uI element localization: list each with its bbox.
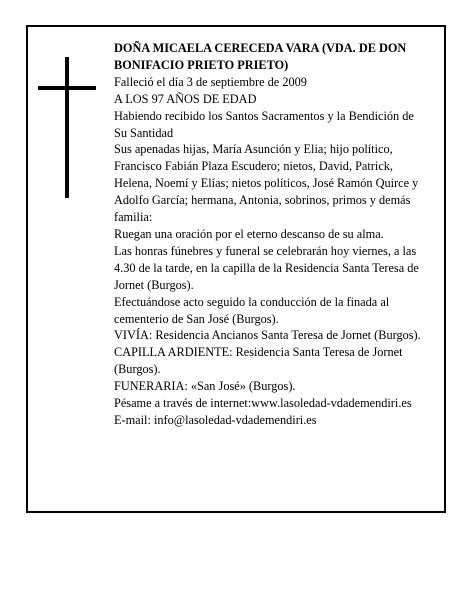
cross-vertical-bar — [65, 57, 69, 198]
condolences-line: Pésame a través de internet:www.lasoledad-vdademendiri.es — [114, 396, 412, 411]
residence-line: VIVÍA: Residencia Ancianos Santa Teresa de Jornet (Burgos). — [114, 328, 421, 343]
deceased-name: DOÑA MICAELA CERECEDA VARA (VDA. DE DON BONIFACIO PRIETO PRIETO) — [114, 41, 407, 72]
funeral-details: Las honras fúnebres y funeral se celebrarán hoy viernes, a las 4.30 de la tarde, en la capilla de la Residencia Santa Teresa de Jornet (Burgos). — [114, 243, 419, 292]
chapel-line: CAPILLA ARDIENTE: Residencia Santa Teresa de Jornet (Burgos). — [114, 345, 403, 377]
obituary-text — [114, 40, 426, 429]
prayer-request: Ruegan una oración por el eterno descanso de su alma. — [114, 226, 384, 241]
sacraments-line: Habiendo recibido los Santos Sacramentos y la Bendición de Su Santidad — [114, 108, 414, 140]
burial-details: Efectuándose acto seguido la conducción de la finada al cementerio de San José (Burgos). — [114, 294, 390, 326]
family-list: Sus apenadas hijas, María Asunción y Elia; hijo político, Francisco Fabián Plaza Escudero; nietos, David, Patrick, Helena, Noemí y Elías; nietos políticos, José Ramón Quirce y Adolfo García; hermana, Antonia, sobrinos, primos y demás familia: — [114, 142, 419, 225]
email-line: E-mail: info@lasoledad-vdademendiri.es — [114, 412, 317, 427]
age-at-death: A LOS 97 AÑOS DE EDAD — [114, 91, 257, 106]
death-date: Falleció el día 3 de septiembre de 2009 — [114, 74, 307, 89]
funeral-home-line: FUNERARIA: «San José» (Burgos). — [114, 379, 296, 394]
cross-horizontal-bar — [38, 86, 96, 90]
